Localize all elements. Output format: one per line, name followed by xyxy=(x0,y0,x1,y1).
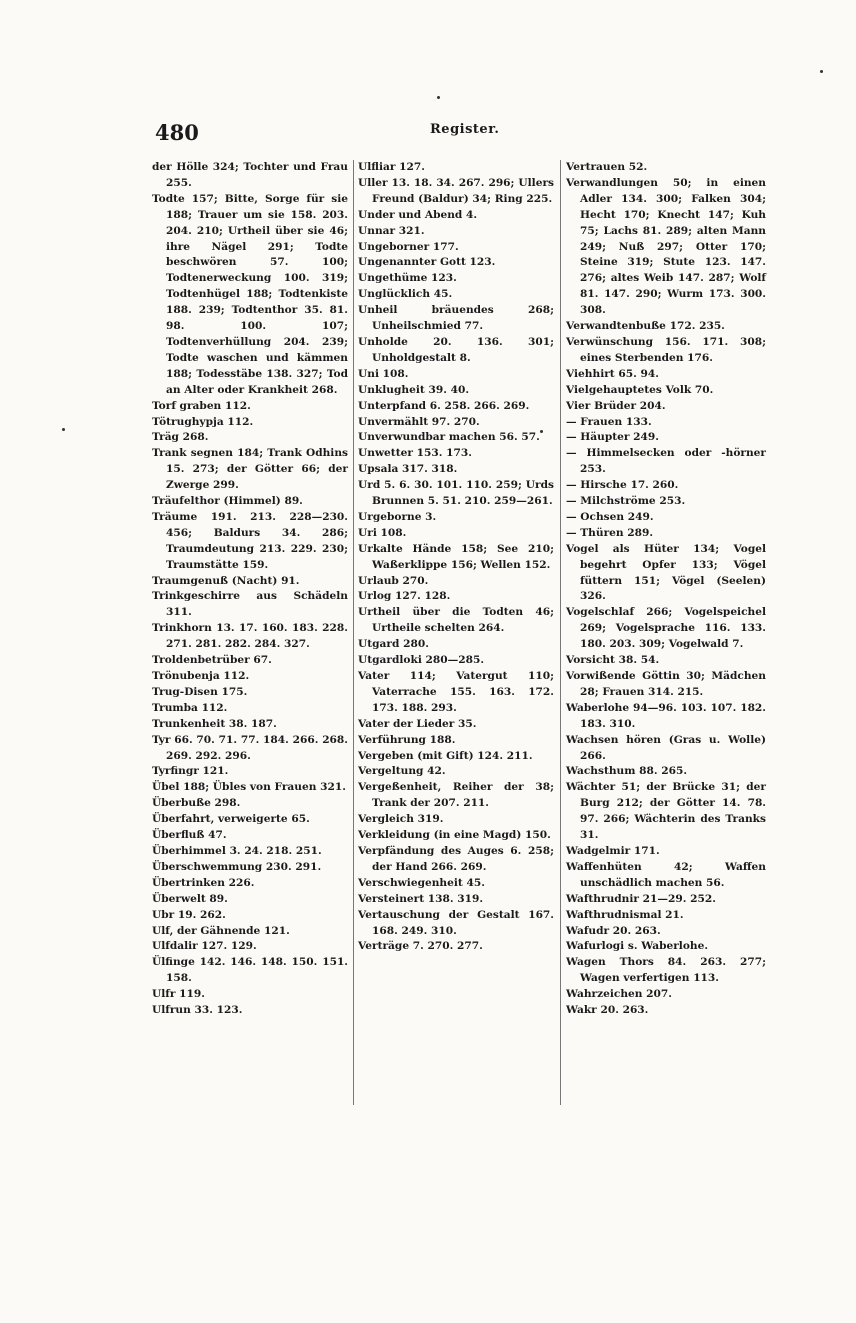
index-entry: Utgard 280. xyxy=(358,638,429,651)
index-entry: Under und Abend 4. xyxy=(358,208,478,221)
index-entry: Wachsthum 88. 265. xyxy=(566,765,688,778)
index-entry: Unheil bräuendes 268; Unheilschmied 77. xyxy=(358,304,554,333)
index-entry: Verschwiegenheit 45. xyxy=(358,876,485,889)
index-entry: Wahrzeichen 207. xyxy=(566,988,672,1001)
index-entry: Trank segnen 184; Trank Odhins 15. 273; der Götter 66; der Zwerge 299. xyxy=(152,447,348,492)
index-entry: Wakr 20. 263. xyxy=(566,1004,649,1017)
index-entry: Wadgelmir 171. xyxy=(566,844,660,857)
index-entry: Ungeborner 177. xyxy=(358,240,459,253)
index-entry: Unholde 20. 136. 301; Unholdgestalt 8. xyxy=(358,335,554,364)
index-entry: — Frauen 133. xyxy=(566,415,652,428)
index-entry: Verwünschung 156. 171. 308; eines Sterbenden 176. xyxy=(566,335,766,364)
index-entry: Wächter 51; der Brücke 31; der Burg 212; der Götter 14. 78. 97. 266; Wächterin des Tranks 31. xyxy=(566,781,766,842)
index-entry: Vertauschung der Gestalt 167. 168. 249. 310. xyxy=(358,908,554,937)
index-entry: Ungenannter Gott 123. xyxy=(358,256,496,269)
index-entry: Vogelschlaf 266; Vogelspeichel 269; Vogelsprache 116. 133. 180. 203. 309; Vogelwald 7. xyxy=(566,606,766,651)
index-entry: Ungethüme 123. xyxy=(358,272,457,285)
index-entry: Träume 191. 213. 228—230. 456; Baldurs 34. 286; Traumdeutung 213. 229. 230; Traumstätte 159. xyxy=(152,510,348,571)
index-entry: Vorwißende Göttin 30; Mädchen 28; Frauen 314. 215. xyxy=(566,670,766,698)
index-entry: Uri 108. xyxy=(358,526,407,539)
index-entry: Tyrfingr 121. xyxy=(152,765,229,778)
index-entry: Ülfinge 142. 146. 148. 150. 151. 158. xyxy=(152,956,348,985)
index-entry: Tyr 66. 70. 71. 77. 184. 266. 268. 269. 292. 296. xyxy=(152,733,348,762)
index-entry: Überschwemmung 230. 291. xyxy=(152,860,322,873)
print-speck xyxy=(820,70,823,73)
index-entry: Unverwundbar machen 56. 57. xyxy=(358,431,540,444)
index-column-2 xyxy=(358,160,554,955)
page-number: 480 xyxy=(155,120,199,145)
index-entry: Vielgehauptetes Volk 70. xyxy=(566,383,714,396)
index-entry: Überbuße 298. xyxy=(152,797,241,810)
column-rule-left xyxy=(353,160,354,1105)
index-entry: Utgardloki 280—285. xyxy=(358,654,485,667)
index-entry: Tötrughypja 112. xyxy=(152,415,254,428)
index-entry: Urlaub 270. xyxy=(358,574,429,587)
index-entry: Überhimmel 3. 24. 218. 251. xyxy=(152,844,322,857)
index-entry: Verwandtenbuße 172. 235. xyxy=(566,320,725,333)
index-entry: Ulfliar 127. xyxy=(358,161,425,173)
index-entry: Übel 188; Übles von Frauen 321. xyxy=(152,781,346,794)
index-entry: Vogel als Hüter 134; Vogel begehrt Opfer 133; Vögel füttern 151; Vögel (Seelen) 326. xyxy=(566,542,766,603)
index-entry: Trinkgeschirre aus Schädeln 311. xyxy=(152,590,348,619)
index-entry: Träg 268. xyxy=(152,431,209,444)
index-entry: Verpfändung des Auges 6. 258; der Hand 266. 269. xyxy=(358,844,554,873)
index-entry: Trönubenja 112. xyxy=(152,670,250,682)
index-entry: Ulf, der Gähnende 121. xyxy=(152,924,290,937)
index-entry: Unterpfand 6. 258. 266. 269. xyxy=(358,399,530,412)
index-entry: Traumgenuß (Nacht) 91. xyxy=(152,574,300,587)
index-entry: Vertrauen 52. xyxy=(566,161,648,173)
index-entry: Vergeben (mit Gift) 124. 211. xyxy=(358,749,533,762)
index-entry: Überfluß 47. xyxy=(152,829,227,842)
index-entry: Troldenbetrüber 67. xyxy=(152,654,272,667)
index-entry: Verträge 7. 270. 277. xyxy=(358,940,483,953)
index-entry: Waberlohe 94—96. 103. 107. 182. 183. 310. xyxy=(566,701,766,730)
index-entry: Uller 13. 18. 34. 267. 296; Ullers Freund (Baldur) 34; Ring 225. xyxy=(358,176,554,205)
index-entry: Vier Brüder 204. xyxy=(566,399,666,412)
index-entry: Waffenhüten 42; Waffen unschädlich machen 56. xyxy=(566,860,766,889)
index-entry: Trug-Disen 175. xyxy=(152,685,248,698)
column-rule-right xyxy=(560,160,561,1105)
index-entry: der Hölle 324; Tochter und Frau 255. xyxy=(152,161,348,189)
index-entry: — Thüren 289. xyxy=(566,526,654,539)
index-entry: Unglücklich 45. xyxy=(358,288,453,301)
index-entry: Ulfdalir 127. 129. xyxy=(152,940,257,953)
index-entry: — Häupter 249. xyxy=(566,431,659,444)
index-entry: Verwandlungen 50; in einen Adler 134. 300; Falken 304; Hecht 170; Knecht 147; Kuh 75; Lachs 81. 289; alten Mann 249; Nuß 297; Otter 170; Steine 319; Stute 123. 147. 276; altes Weib 147. 287; Wolf 81. 147. 290; Wurm 173. 300. 308. xyxy=(566,176,766,317)
index-entry: — Hirsche 17. 260. xyxy=(566,479,679,492)
index-entry: Übertrinken 226. xyxy=(152,876,255,889)
index-entry: Torf graben 112. xyxy=(152,399,251,412)
index-entry: Viehhirt 65. 94. xyxy=(566,367,659,380)
index-entry: Ulfrun 33. 123. xyxy=(152,1004,243,1017)
index-entry: Urlog 127. 128. xyxy=(358,590,451,603)
index-entry: Trumba 112. xyxy=(152,701,228,714)
index-entry: Unwetter 153. 173. xyxy=(358,447,472,460)
index-entry: Wagen Thors 84. 263. 277; Wagen verfertigen 113. xyxy=(566,956,766,985)
running-head: Register. xyxy=(430,122,500,137)
index-entry: — Milchströme 253. xyxy=(566,495,686,508)
index-entry: Vergeltung 42. xyxy=(358,765,446,778)
index-entry: Träufelthor (Himmel) 89. xyxy=(152,495,303,508)
index-entry: Vorsicht 38. 54. xyxy=(566,654,660,667)
index-entry: Überfahrt, verweigerte 65. xyxy=(152,813,310,826)
index-entry: Unnar 321. xyxy=(358,224,425,237)
index-entry: Wafurlogi s. Waberlohe. xyxy=(566,940,709,953)
index-entry: Ubr 19. 262. xyxy=(152,908,226,921)
index-entry: Wafthrudnismal 21. xyxy=(566,908,684,921)
index-entry: Uni 108. xyxy=(358,367,409,380)
index-entry: Vater der Lieder 35. xyxy=(358,717,477,730)
index-entry: — Himmelsecken oder -hörner 253. xyxy=(566,447,766,476)
index-entry: Verführung 188. xyxy=(358,733,456,746)
index-entry: Vergeßenheit, Reiher der 38; Trank der 207. 211. xyxy=(358,781,554,810)
index-entry: Trinkhorn 13. 17. 160. 183. 228. 271. 281. 282. 284. 327. xyxy=(152,622,348,651)
index-entry: Urgeborne 3. xyxy=(358,510,437,523)
print-speck xyxy=(437,96,440,99)
print-speck xyxy=(62,428,65,431)
index-entry: Überwelt 89. xyxy=(152,892,228,905)
index-entry: Wafthrudnir 21—29. 252. xyxy=(566,892,716,905)
index-entry: Upsala 317. 318. xyxy=(358,463,458,476)
index-entry: Urd 5. 6. 30. 101. 110. 259; Urds Brunnen 5. 51. 210. 259—261. xyxy=(358,479,554,508)
print-speck xyxy=(540,430,543,433)
index-entry: Wachsen hören (Gras u. Wolle) 266. xyxy=(566,733,766,762)
index-entry: Versteinert 138. 319. xyxy=(358,892,484,905)
index-column-1 xyxy=(152,160,348,1019)
index-entry: Urtheil über die Todten 46; Urtheile schelten 264. xyxy=(358,606,554,635)
index-entry: Urkalte Hände 158; See 210; Waßerklippe 156; Wellen 152. xyxy=(358,542,554,571)
index-entry: Trunkenheit 38. 187. xyxy=(152,717,277,730)
index-entry: Wafudr 20. 263. xyxy=(566,924,661,937)
index-entry: Vater 114; Vatergut 110; Vaterrache 155. 163. 172. 173. 188. 293. xyxy=(358,670,554,714)
index-entry: Verkleidung (in eine Magd) 150. xyxy=(358,829,551,842)
index-entry: Todte 157; Bitte, Sorge für sie 188; Trauer um sie 158. 203. 204. 210; Urtheil über sie 46; ihre Nägel 291; Todte beschwören 57. 100; Todtenerweckung 100. 319; Todtenhügel 188; Todtenkiste 188. 239; Todtenthor 35. 81. 98. 100. 107; Todtenverhüllung 204. 239; Todte waschen und kämmen 188; Todesstäbe 138. 327; Tod an Alter oder Krankheit 268. xyxy=(152,192,348,396)
index-column-3 xyxy=(566,160,766,1019)
index-entry: Unklugheit 39. 40. xyxy=(358,383,470,396)
index-entry: Vergleich 319. xyxy=(358,813,444,826)
index-entry: Ulfr 119. xyxy=(152,988,205,1001)
index-entry: Unvermählt 97. 270. xyxy=(358,415,480,428)
index-entry: — Ochsen 249. xyxy=(566,510,654,523)
